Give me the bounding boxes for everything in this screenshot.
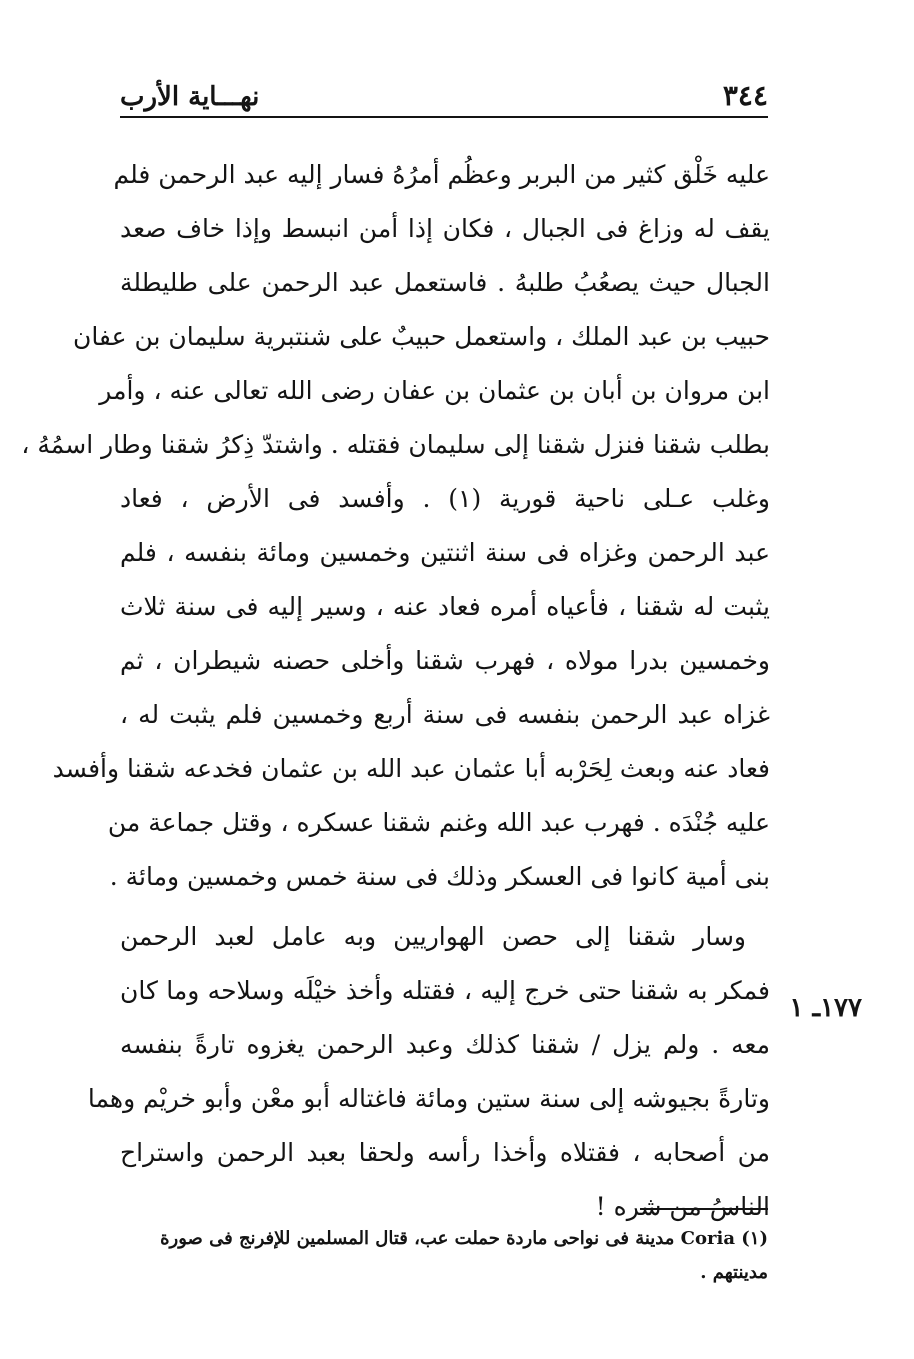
text-line: عليه جُنْدَه . فهرب عبد الله وغنم شقنا عسكره ، وقتل جماعة من [107,808,770,837]
footnote-rule [640,1208,768,1210]
text-line: بنى أمية كانوا فى العسكر وذلك فى سنة خمس وخمسين ومائة . [109,862,770,891]
text-line: وغلب عـلى ناحية قورية (١) . وأفسد فى الأرض ، فعاد [120,484,770,513]
text-line: ابن مروان بن أبان بن عثمان بن عفان رضى الله تعالى عنه ، وأمر [99,376,770,405]
footnotes [112,1222,768,1290]
page-number: ٣٤٤ [722,79,768,112]
text-line: وتارةً بجيوشه إلى سنة ستين ومائة فاغتاله أبو معْن وأبو خريْم وهما [87,1084,770,1113]
text-line: حبيب بن عبد الملك ، واستعمل حبيبٌ على شنتبرية سليمان بن عفان [72,322,770,351]
text-line: يثبت له شقنا ، فأعياه أمره فعاد عنه ، وسير إليه فى سنة ثلاث [120,592,770,621]
text-line: عبد الرحمن وغزاه فى سنة اثنتين وخمسين ومائة بنفسه ، فلم [120,538,770,567]
text-line: فمكر به شقنا حتى خرج إليه ، فقتله وأخذ خيْلَه وسلاحه وما كان [120,976,770,1005]
footnote-line: مدينتهم . [700,1262,768,1283]
text-line: غزاه عبد الرحمن بنفسه فى سنة أربع وخمسين فلم يثبت له ، [120,700,770,729]
text-line: عليه خَلْق كثير من البربر وعظُم أمرُهُ فسار إليه عبد الرحمن فلم [113,160,770,189]
body-text [21,148,770,1234]
running-title: نهـــاية الأرب [120,82,260,112]
folio-marker: ١٧٧ـ ١ [789,993,862,1023]
text-line: يقف له وزاغ فى الجبال ، فكان إذا أمن انبسط وإذا خاف صعد [120,214,770,243]
header-rule [120,116,768,118]
text-line: الناسُ من شره ! [595,1192,770,1221]
footnote-line: (١) Coria مدينة فى نواحى ماردة حملت عب، قتال المسلمين للإفرنج فى صورة [160,1228,768,1249]
text-line: وسار شقنا إلى حصن الهواريين وبه عامل لعبد الرحمن [120,922,746,951]
page-header [120,62,768,112]
text-line: من أصحابه ، فقتلاه وأخذا رأسه ولحقا بعبد الرحمن واستراح [120,1138,770,1167]
text-line: الجبال حيث يصعُبُ طلبهُ . فاستعمل عبد الرحمن على طليطلة [120,268,770,297]
text-line: بطلب شقنا فنزل شقنا إلى سليمان فقتله . واشتدّ ذِكرُ شقنا وطار اسمُهُ ، [21,430,770,459]
text-line: معه . ولم يزل / شقنا كذلك وعبد الرحمن يغزوه تارةً بنفسه [120,1030,770,1059]
text-line: فعاد عنه وبعث لِحَرْبه أبا عثمان عبد الله بن عثمان فخدعه شقنا وأفسد [52,754,770,783]
text-line: وخمسين بدرا مولاه ، فهرب شقنا وأخلى حصنه شيطران ، ثم [120,646,770,675]
